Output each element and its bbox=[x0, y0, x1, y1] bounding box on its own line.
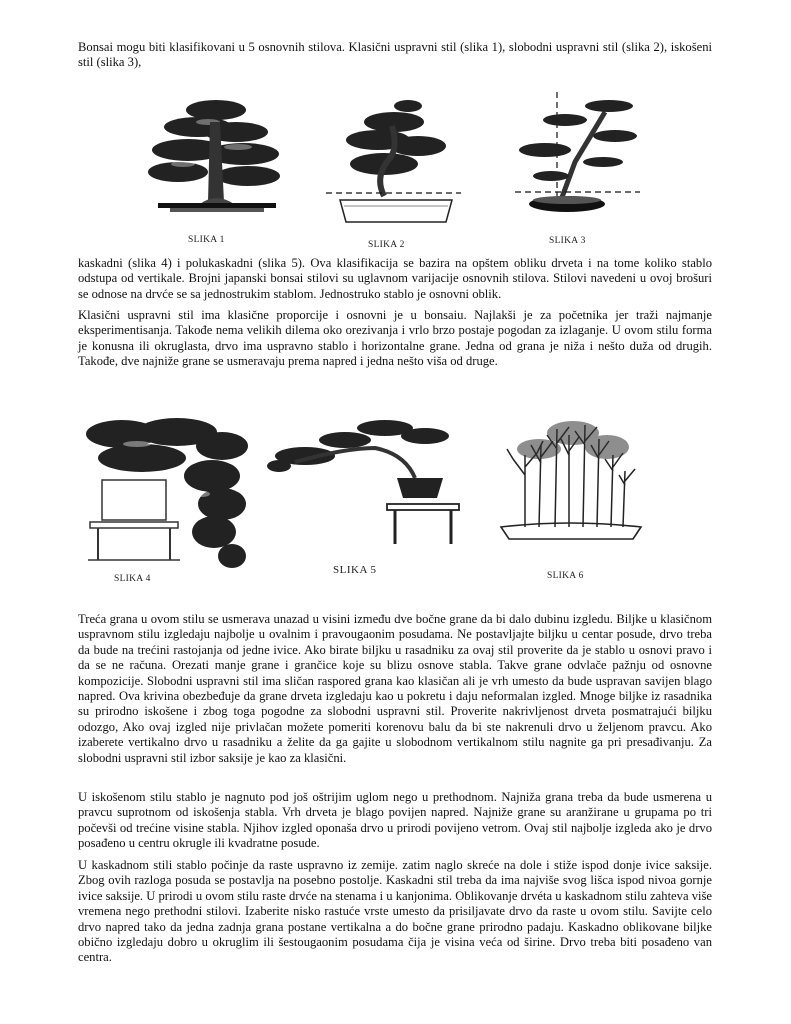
bonsai-formal-upright-icon bbox=[148, 92, 286, 232]
paragraph-classification: kaskadni (slika 4) i polukaskadni (slika 5). Ova klasifikacija se bazira na opštem obliku drveta i na tome koliko stablo odstupa od vertikale. Brojni japanski bonsai stilovi su uglavnom varijacije osnovnih stilova. Stilovi navedeni u ovoj brošuri se odnose na drvće se sa jednostrukim stablom. Jednostruko stablo je osnovni oblik. bbox=[78, 256, 712, 301]
bonsai-forest-group-icon bbox=[495, 415, 645, 545]
figure-slika-4 bbox=[82, 414, 252, 589]
caption-slika-2: SLIKA 2 bbox=[368, 240, 405, 250]
paragraph-slanting-style: U iskošenom stilu stablo je nagnuto pod još oštrijim uglom nego u prethodnom. Najniža grana treba da bude usmerena u pravcu suprotnom od iskošenja stabla. Vrh drveta je blago povijen napred. Najniže grane su aranžirane u grupama po tri počevši od trećine visine stabla. Njihov izgled oponaša drvo u prirodi povijeno vetrom. Ovaj stil najbolje izgleda ako je drvo posađeno u centru okrugle ili kvadratne posude. bbox=[78, 790, 712, 851]
paragraph-classic-upright: Klasični uspravni stil ima klasične proporcije i osnovni je u bonsaiu. Najlakši je za početnika jer traži najmanje eksperimentisanja. Takođe nema velikih dilema oko orezivanja i vrlo brzo postaje pogodan za izlaganje. U ovom stilu forma je konusna ili okruglasta, drvo ima uspravno stablo i horizontalne grane. Jedna od grana je niža i nešto duža od drugih. Takođe, dve najniže grane se usmeravaju prema napred i jedna nešto viša od druge. bbox=[78, 308, 712, 369]
bonsai-informal-upright-icon bbox=[326, 96, 466, 236]
figure-slika-3 bbox=[505, 92, 645, 247]
paragraph-cascade-style: U kaskadnom stili stablo počinje da raste uspravno iz zemije. zatim naglo skreće na dole i stiže ispod donje ivice saksije. Zbog ovih razloga posuda se postavlja na posebno postolje. Kaskadni stil treba da ima najviše svog lišca ispod nivoa gornje ivice saksije. U prirodi u ovom stilu raste drvće na stenama i u kanjonima. Oblikovanje drvéta u kaskadnom stilu zahteva više vremena nego prethodni stilovi. Izaberite nisko rastuće vrste umesto da prisiljavate drvo da raste u ovom stilu. Savijte celo drvo napred tako da jedna zadnja grana postane vertikalna a do bočne grane prirodno padaju. Kaskadno oblikovane biljke obično izgledaju dobro u okruglim ili šestougaonim posudama čija je visina veća od širine. Drvo treba biti posađeno van centra. bbox=[78, 858, 712, 965]
caption-slika-6: SLIKA 6 bbox=[547, 571, 584, 581]
paragraph-intro: Bonsai mogu biti klasifikovani u 5 osnovnih stilova. Klasični uspravni stil (slika 1), slobodni uspravni stil (slika 2), iskošeni stil (slika 3), bbox=[78, 40, 712, 70]
caption-slika-4: SLIKA 4 bbox=[114, 574, 151, 584]
figure-slika-2 bbox=[326, 96, 466, 251]
figure-slika-5 bbox=[265, 418, 475, 583]
paragraph-third-branch: Treća grana u ovom stilu se usmerava unazad u visini između dve bočne grane da bi dalo dubinu izgledu. Biljke u klasičnom uspravnom stilu izgledaju najbolje u ovalnim i pravougaonim posudama. Ne postavljajte biljku u centar posude, drvo treba da bude na trećini rastojanja od jedne ivice. Ako birate biljku u rasadniku za ovaj stil proverite da je stablo u osnovi pravo i da se ne računa. Orezati manje grane i grančice koje su blizu osnove stabla. Takve grane odvlače pažnju od osnovne kompozicije. Slobodni uspravni stil ima sličan raspored grana kao klasičan ali je vrh umesto da bude uspravan savijen blago napred. Ova krivina obezbeđuje da grane drveta izgledaju kao u pokretu i daju neformalan izgled. Mnoge biljke iz rasadnika su prirodno iskošene i zbog toga pogodne za slobodni uspravni stil. Proverite nakrivljenost drveta posmatrajući biljku odozgo, Ako ovaj izgled nije privlačan možete pomeriti korenovu balu da bi ste nakrenuli drvo u željenom pravcu. Ako izaberete vertikalno drvo u rasadniku a želite da ga gajite u slobodnom vertikalnom stilu nagnite ga pri presađivanju. Za slobodni uspravni stil izbor saksije je kao za klasični. bbox=[78, 612, 712, 765]
caption-slika-3: SLIKA 3 bbox=[549, 236, 586, 246]
figure-slika-1 bbox=[148, 92, 286, 245]
bonsai-semi-cascade-icon bbox=[265, 418, 475, 553]
bonsai-slanting-icon bbox=[505, 92, 645, 232]
caption-slika-5: SLIKA 5 bbox=[333, 564, 377, 576]
bonsai-cascade-icon bbox=[82, 414, 252, 574]
caption-slika-1: SLIKA 1 bbox=[188, 235, 225, 245]
figure-slika-6 bbox=[495, 415, 645, 585]
